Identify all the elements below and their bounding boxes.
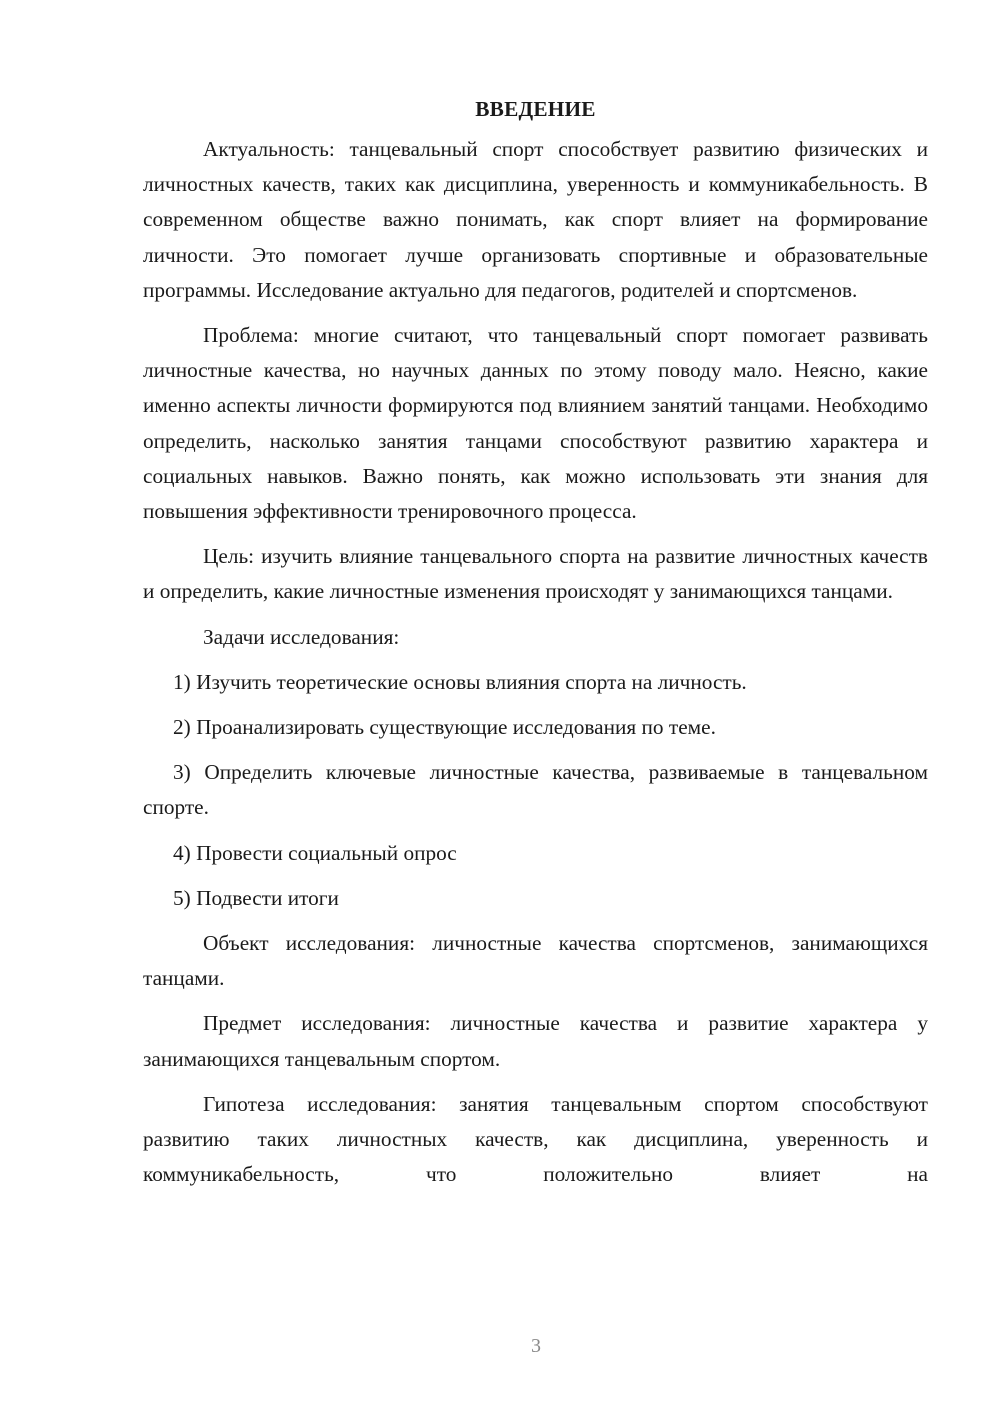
- paragraph-relevance: Актуальность: танцевальный спорт способствует развитию физических и личностных качеств, таких как дисциплина, уверенность и коммуникабельность. В современном обществе важно понимать, как спорт влияет на формирование личности. Это помогает лучше организовать спортивные и образовательные программы. Исследование актуально для педагогов, родителей и спортсменов.: [143, 137, 928, 302]
- section-title: ВВЕДЕНИЕ: [475, 97, 596, 121]
- page-content: [143, 92, 928, 1202]
- paragraph-goal: Цель: изучить влияние танцевального спорта на развитие личностных качеств и определить, какие личностные изменения происходят у занимающихся танцами.: [143, 544, 928, 604]
- page-number: 3: [531, 1335, 541, 1357]
- paragraph-object: Объект исследования: личностные качества спортсменов, занимающихся танцами.: [143, 931, 928, 991]
- paragraph-hypothesis: Гипотеза исследования: занятия танцевальным спортом способствуют развитию таких личностных качеств, как дисциплина, уверенность и коммуникабельность, что положительно влияет на: [143, 1091, 928, 1187]
- paragraph-subject: Предмет исследования: личностные качества и развитие характера у занимающихся танцевальным спортом.: [143, 1011, 928, 1071]
- task-item-3: 3) Определить ключевые личностные качества, развиваемые в танцевальном спорте.: [143, 760, 928, 820]
- task-item-4: 4) Провести социальный опрос: [173, 840, 457, 865]
- task-item-1: 1) Изучить теоретические основы влияния спорта на личность.: [173, 669, 747, 694]
- task-item-2: 2) Проанализировать существующие исследования по теме.: [173, 715, 716, 740]
- paragraph-tasks-heading: Задачи исследования:: [203, 624, 400, 649]
- paragraph-problem: Проблема: многие считают, что танцевальный спорт помогает развивать личностные качества, но научных данных по этому поводу мало. Неясно, какие именно аспекты личности формируются под влиянием занятий танцами. Необходимо определить, насколько занятия танцами способствуют развитию характера и социальных навыков. Важно понять, как можно использовать эти знания для повышения эффективности тренировочного процесса.: [143, 323, 928, 524]
- task-item-5: 5) Подвести итоги: [173, 885, 339, 910]
